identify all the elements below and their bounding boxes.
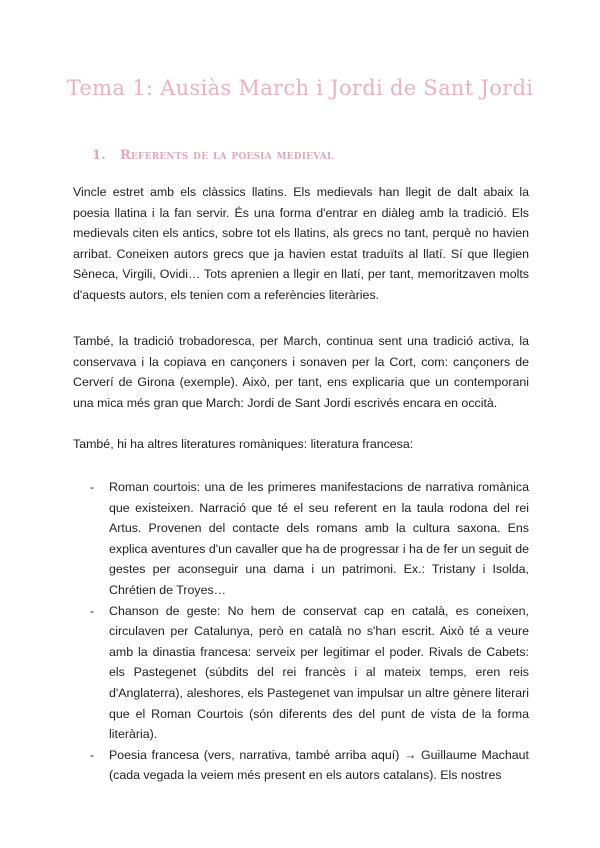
- paragraph-troubadour-tradition: També, la tradició trobadoresca, per March, continua sent una tradició activa, la conservava i la copiava en cançoners i sonaven per la Cort, com: cançoners de Cerverí de Girona (exemple). Això, per tant, ens explicaria que un contemporani una mica més gran que March: Jordi de Sant Jordi escrivés encara en occità.: [73, 334, 529, 410]
- list-item-chanson-de-geste: [73, 601, 529, 745]
- section-heading-text: Referents de la poesia medieval: [119, 148, 334, 163]
- section-heading: [92, 148, 333, 163]
- bullet-dash: -: [90, 603, 95, 618]
- bullet-dash: -: [90, 747, 95, 762]
- section-number: 1.: [92, 148, 106, 163]
- paragraph-romance-literatures: També, hi ha altres literatures romàniques: literatura francesa:: [73, 437, 414, 451]
- bullet-dash: -: [90, 480, 95, 494]
- document-title: Tema 1: Ausiàs March i Jordi de Sant Jordi: [66, 76, 534, 100]
- list-item-text: Chanson de geste: No hem de conservat cap en català, es coneixen, circulaven per Catalunya, però en català no s'han escrit. Això té a veure amb la dinastia francesa: serveix per legitimar el poder. Rivals de Cabets: els Pastegenet (súbdits del rei francès i al mateix temps, eren reis d'Anglaterra), aleshores, els Pastegenet van impulsar un altre gènere literari que el Roman Courtois (són diferents des del punt de vista de la forma literària).: [109, 603, 529, 742]
- list-item-text: Roman courtois: una de les primeres manifestacions de narrativa romànica que existeixen. Narració que té el seu referent en la taula rodona del rei Artus. Provenen del contacte dels romans amb la cultura saxona. Ens explica aventures d'un cavaller que ha de progressar i ha de fer un seguit de gestes per aconseguir una dama i un patrimoni. Ex.: Tristany i Isolda, Chrétien de Troyes…: [109, 480, 529, 597]
- bullet-list: [73, 477, 529, 786]
- list-item-text: Poesia francesa (vers, narrativa, també arriba aquí) → Guillaume Machaut (cada vegada la veiem més present en els autors catalans). Els nostres: [109, 747, 529, 783]
- list-item-roman-courtois: [73, 477, 529, 601]
- list-item-poesia-francesa: [73, 745, 529, 786]
- paragraph-latin-classics: Vincle estret amb els clàssics llatins. Els medievals han llegit de dalt abaix la poesia llatina i la fan servir. És una forma d'entrar en diàleg amb la tradició. Els medievals citen els antics, sobre tot els llatins, als grecs no tant, perquè no havien arribat. Coneixen autors grecs que ja havien estat traduïts al llatí. Sí que llegien Sèneca, Virgili, Ovidi… Tots aprenien a llegir en llatí, per tant, memoritzaven molts d'aquests autors, els tenien com a referències literàries.: [73, 185, 529, 302]
